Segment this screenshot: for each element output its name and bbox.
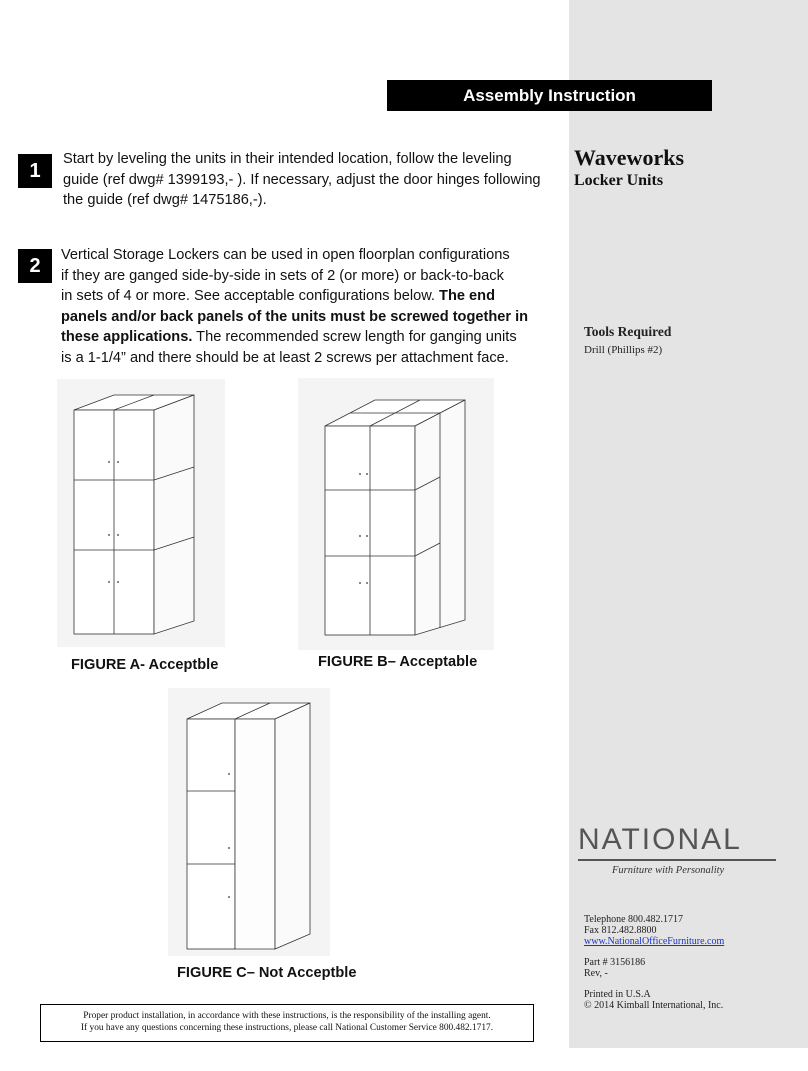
notice-line: If you have any questions concerning these instructions, please call National Customer Service 800.482.1717. <box>80 1022 494 1033</box>
step-2-line: Vertical Storage Lockers can be used in open floorplan configurations <box>61 247 510 263</box>
part-block <box>584 957 645 979</box>
fax: Fax 812.482.8800 <box>584 925 657 936</box>
notice-line: Proper product installation, in accordance with these instructions, is the responsibility of the installing agent. <box>83 1011 491 1021</box>
product-subtitle: Locker Units <box>574 172 664 189</box>
figure-b-image <box>298 378 494 650</box>
step-2-line <box>61 327 561 348</box>
figure-c-caption: FIGURE C– Not Acceptble <box>177 965 357 981</box>
step-2-line: is a 1-1/4” and there should be at least 2 screws per attachment face. <box>61 349 509 366</box>
tools-required-heading: Tools Required <box>584 324 672 339</box>
step-2-text-normal: in sets of 4 or more. See acceptable configurations below. <box>61 288 440 304</box>
step-2-line <box>61 307 561 328</box>
step-2-line: if they are ganged side-by-side in sets of 2 (or more) or back-to-back <box>61 267 504 284</box>
printed-in: Printed in U.S.A <box>584 989 651 1000</box>
product-title: Waveworks <box>574 145 684 170</box>
tools-required-item: Drill (Phillips #2) <box>584 344 663 356</box>
step-2-text-bold: these applications. <box>61 329 193 345</box>
national-logo <box>578 822 778 876</box>
step-1-line: guide (ref dwg# 1399193,- ). If necessary, adjust the door hinges following <box>63 171 541 188</box>
step-2-text-bold: The end <box>439 288 495 304</box>
contact-block <box>584 914 724 947</box>
part-number: Part # 3156186 <box>584 957 646 968</box>
figure-a-caption: FIGURE A- Acceptble <box>71 657 219 673</box>
print-block <box>584 989 723 1011</box>
logo-tagline: Furniture with Personality <box>612 865 725 876</box>
figure-c-image <box>168 688 330 956</box>
step-number-badge: 1 <box>18 154 52 188</box>
figure-a-drawing <box>57 379 225 647</box>
step-1-line: the guide (ref dwg# 1475186,-). <box>63 192 267 208</box>
logo-rule <box>578 859 776 861</box>
figure-c-drawing <box>168 688 330 956</box>
step-1-text <box>63 149 563 211</box>
step-2-text-bold: panels and/or back panels of the units must be screwed together in <box>61 308 529 325</box>
figure-b-caption: FIGURE B– Acceptable <box>318 654 478 670</box>
step-1-line: Start by leveling the units in their intended location, follow the leveling <box>63 151 512 167</box>
figure-a-image <box>57 379 225 647</box>
website-link[interactable]: www.NationalOfficeFurniture.com <box>584 936 725 947</box>
step-2-line <box>61 286 561 307</box>
step-2-text <box>61 245 561 368</box>
step-number-badge: 2 <box>18 249 52 283</box>
page-title-banner: Assembly Instruction <box>387 80 712 111</box>
installation-notice-box <box>40 1004 534 1042</box>
revision: Rev, - <box>584 968 608 979</box>
step-2-text-normal: The recommended screw length for ganging units <box>192 329 517 345</box>
logo-wordmark: NATIONAL <box>578 823 742 856</box>
figure-b-drawing <box>298 378 494 650</box>
copyright: © 2014 Kimball International, Inc. <box>584 1000 724 1011</box>
telephone: Telephone 800.482.1717 <box>584 914 684 925</box>
